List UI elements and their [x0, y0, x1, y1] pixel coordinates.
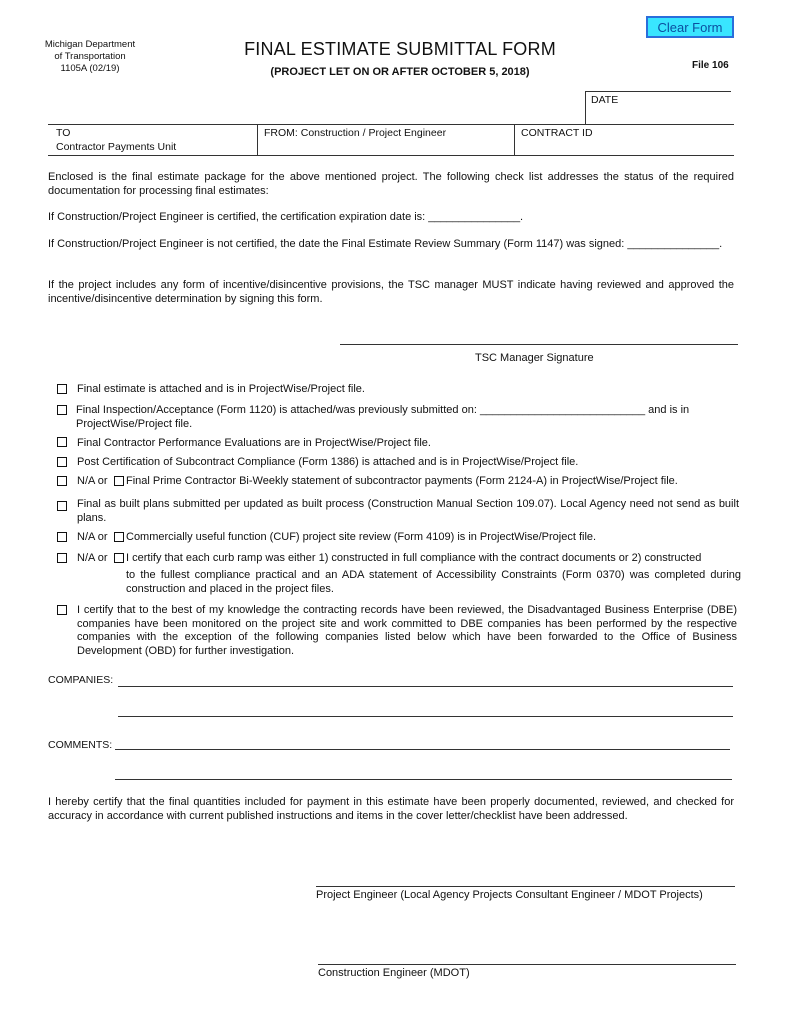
checkbox-post-certification[interactable]	[57, 457, 67, 467]
date-left-rule	[585, 91, 586, 124]
tsc-signature-line[interactable]	[340, 344, 738, 345]
companies-line-1[interactable]	[118, 686, 733, 687]
check-dbe-certify-label: I certify that to the best of my knowledge the contracting records have been reviewed, the Disadvantaged Business Enterprise (DBE) companies have been monitored on the project site and work committed to DBE companies has been performed by the respective companies with the exception of the following companies listed below which have been forwarded to the Office of Business Development (OBD) for further investigation.	[77, 604, 737, 657]
checkbox-as-built-plans[interactable]	[57, 501, 67, 511]
comments-label: COMMENTS:	[48, 739, 113, 751]
checkbox-biweekly[interactable]	[114, 476, 124, 486]
na-label-cuf: N/A or	[77, 531, 108, 543]
to-label: TO	[56, 127, 71, 139]
check-as-built-plans-label: Final as built plans submitted per updated as built process (Construction Manual Section 109.07). Local Agency need not send as built plans.	[77, 498, 739, 524]
intro-paragraph: Enclosed is the final estimate package for the above mentioned project. The following check list addresses the status of the required documentation for processing final estimates:	[48, 171, 734, 197]
check-final-inspection-label: Final Inspection/Acceptance (Form 1120) is attached/was previously submitted on: ___________________________ and is in	[76, 404, 690, 416]
form-title: FINAL ESTIMATE SUBMITTAL FORM	[244, 39, 556, 59]
incentive-paragraph: If the project includes any form of incentive/disincentive provisions, the TSC manager MUST indicate having reviewed and approved the incentive/disincentive determination by signing this form.	[48, 279, 734, 305]
checkbox-final-inspection[interactable]	[57, 405, 67, 415]
check-curb-ramp-label-2: to the fullest compliance practical and an ADA statement of Accessibility Constraints (Form 0370) was completed during construction and placed in the project files.	[126, 569, 741, 595]
na-label-curb-ramp: N/A or	[77, 552, 108, 564]
companies-label: COMPANIES:	[48, 674, 114, 686]
date-label: DATE	[591, 94, 619, 106]
checkbox-cuf[interactable]	[114, 532, 124, 542]
department-line-2: of Transportation	[54, 51, 126, 62]
checkbox-performance-evaluations[interactable]	[57, 437, 67, 447]
tsc-signature-label: TSC Manager Signature	[475, 352, 594, 364]
certified-expiration-line: If Construction/Project Engineer is certified, the certification expiration date is: _______________.	[48, 211, 524, 223]
from-contract-divider	[514, 124, 515, 155]
date-field[interactable]	[600, 106, 728, 122]
check-performance-evaluations-label: Final Contractor Performance Evaluations are in ProjectWise/Project file.	[77, 437, 431, 449]
construction-engineer-signature-line[interactable]	[318, 964, 736, 965]
checkbox-na-cuf[interactable]	[57, 532, 67, 542]
project-engineer-signature-line[interactable]	[316, 886, 735, 887]
comments-line-2[interactable]	[115, 779, 732, 780]
checkbox-na-curb-ramp[interactable]	[57, 553, 67, 563]
companies-line-2[interactable]	[118, 716, 733, 717]
to-row-top-rule	[48, 124, 734, 125]
contract-id-field[interactable]	[521, 139, 731, 154]
certification-paragraph: I hereby certify that the final quantities included for payment in this estimate have been properly documented, reviewed, and checked for accuracy in accordance with current published instructions and items in the cover letter/checklist have been addressed.	[48, 796, 734, 822]
contract-id-label: CONTRACT ID	[521, 127, 593, 139]
checkbox-curb-ramp[interactable]	[114, 553, 124, 563]
form-number: 1105A (02/19)	[60, 63, 120, 74]
checkbox-dbe-certify[interactable]	[57, 605, 67, 615]
construction-engineer-signature-label: Construction Engineer (MDOT)	[318, 967, 470, 979]
check-final-inspection-label-2: ProjectWise/Project file.	[76, 418, 193, 430]
not-certified-line: If Construction/Project Engineer is not certified, the date the Final Estimate Review Summary (Form 1147) was signed: _______________.	[48, 238, 723, 250]
na-label-biweekly: N/A or	[77, 475, 108, 487]
department-line-1: Michigan Department	[44, 39, 136, 50]
date-top-rule	[585, 91, 731, 92]
clear-form-button[interactable]: Clear Form	[646, 16, 734, 38]
check-biweekly-label: Final Prime Contractor Bi-Weekly statement of subcontractor payments (Form 2124-A) in ProjectWise/Project file.	[126, 475, 678, 487]
from-label: FROM: Construction / Project Engineer	[264, 127, 447, 139]
project-engineer-signature-label: Project Engineer (Local Agency Projects Consultant Engineer / MDOT Projects)	[316, 889, 703, 901]
check-post-certification-label: Post Certification of Subcontract Compliance (Form 1386) is attached and is in ProjectWise/Project file.	[77, 456, 579, 468]
check-final-estimate-label: Final estimate is attached and is in ProjectWise/Project file.	[77, 383, 365, 395]
to-value: Contractor Payments Unit	[56, 141, 177, 153]
to-from-divider	[257, 124, 258, 155]
check-curb-ramp-label: I certify that each curb ramp was either 1) constructed in full compliance with the contract documents or 2) constructed	[126, 552, 702, 564]
comments-line-1[interactable]	[115, 749, 730, 750]
check-cuf-label: Commercially useful function (CUF) project site review (Form 4109) is in ProjectWise/Project file.	[126, 531, 597, 543]
from-field[interactable]	[264, 139, 508, 154]
file-number: File 106	[692, 60, 729, 71]
to-row-bottom-rule	[48, 155, 734, 156]
checkbox-na-biweekly[interactable]	[57, 476, 67, 486]
checkbox-final-estimate[interactable]	[57, 384, 67, 394]
form-subtitle: (PROJECT LET ON OR AFTER OCTOBER 5, 2018)	[270, 66, 530, 78]
